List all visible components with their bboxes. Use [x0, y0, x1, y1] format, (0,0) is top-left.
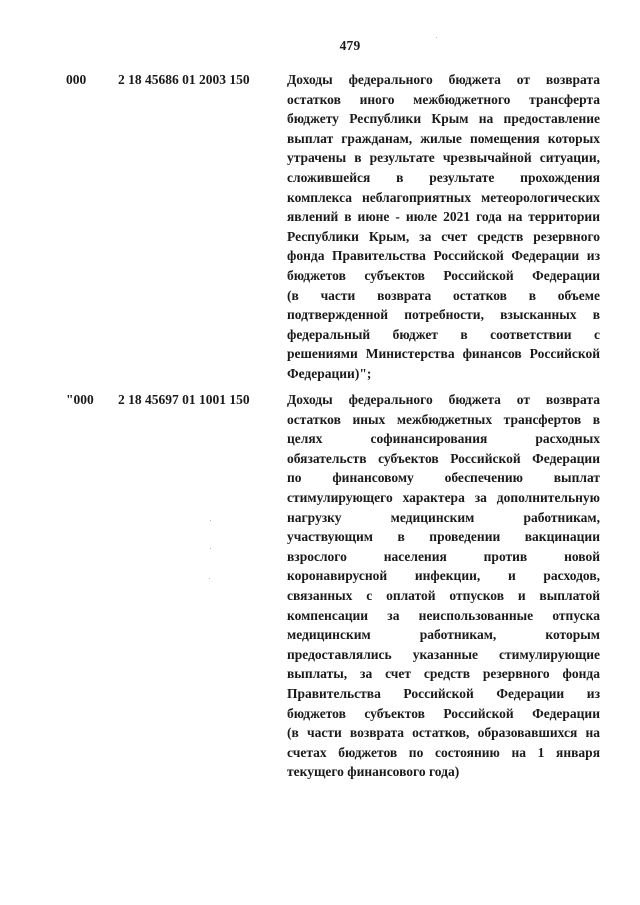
description-line: связанных с оплатой отпусков и выплатой [287, 587, 600, 603]
description-line: стимулирующего характера за дополнительную [287, 489, 600, 505]
description-line: выплат гражданам, жилые помещения которых [287, 130, 600, 146]
scan-speck [210, 520, 211, 521]
description-line: коронавирусной инфекции, и расходов, [287, 568, 600, 584]
admin-code: 000 [66, 72, 87, 87]
kbk-code: 2 18 45686 01 2003 150 [118, 72, 250, 87]
description-line: по финансовому обеспечению выплат [287, 470, 600, 486]
description-line: выплаты, за счет средств резервного фонда [287, 666, 600, 682]
description-line: медицинским работникам, которым [287, 627, 600, 643]
description-line: остатков иного межбюджетного трансферта [287, 91, 600, 107]
description-line: предоставлялись указанные стимулирующие [287, 646, 600, 662]
scan-speck [210, 548, 211, 549]
description-line: (в части возврата остатков в объеме [287, 287, 600, 303]
description-line: участвующим в проведении вакцинации [287, 529, 600, 545]
description-line: нагрузку медицинским работникам, [287, 509, 600, 525]
description-line: федеральный бюджет в соответствии с [287, 326, 600, 342]
description-line: подтвержденной потребности, взысканных в [287, 307, 600, 323]
description-line: компенсации за неиспользованные отпуска [287, 607, 600, 623]
description-line: целях софинансирования расходных [287, 431, 600, 447]
description-line: Правительства Российской Федерации из [287, 685, 600, 701]
description-line: решениями Министерства финансов Российской [287, 346, 600, 362]
scan-speck [436, 37, 437, 38]
description-line: утрачены в результате чрезвычайной ситуации, [287, 150, 600, 166]
description-line: остатков иных межбюджетных трансфертов в [287, 411, 600, 427]
description-line: бюджету Республики Крым на предоставление [287, 111, 600, 127]
admin-code: "000 [66, 392, 94, 407]
description-line: взрослого населения против новой [287, 548, 600, 564]
kbk-code: 2 18 45697 01 1001 150 [118, 392, 250, 407]
description-line: текущего финансового года) [287, 764, 460, 780]
description-line: бюджетов субъектов Российской Федерации [287, 705, 600, 721]
description-line: явлений в июне - июле 2021 года на территории [287, 209, 600, 225]
description-line: обязательств субъектов Российской Федерации [287, 450, 600, 466]
description-line: счетах бюджетов по состоянию на 1 января [287, 744, 600, 760]
scan-speck [209, 578, 210, 579]
page-number: 479 [339, 38, 361, 53]
description-line: комплекса неблагоприятных метеорологических [287, 189, 600, 205]
description-line: Доходы федерального бюджета от возврата [287, 72, 600, 87]
description-line: сложившейся в результате прохождения [287, 169, 600, 185]
description-line: Доходы федерального бюджета от возврата [287, 392, 600, 407]
description-line: фонда Правительства Российской Федерации из [287, 248, 600, 264]
description-line: Республики Крым, за счет средств резервного [287, 228, 600, 244]
entry-description [287, 390, 600, 782]
entry-description [287, 70, 600, 384]
description-line: Федерации)"; [287, 365, 372, 381]
description-line: бюджетов субъектов Российской Федерации [287, 267, 600, 283]
description-line: (в части возврата остатков, образовавшихся на [287, 725, 600, 741]
